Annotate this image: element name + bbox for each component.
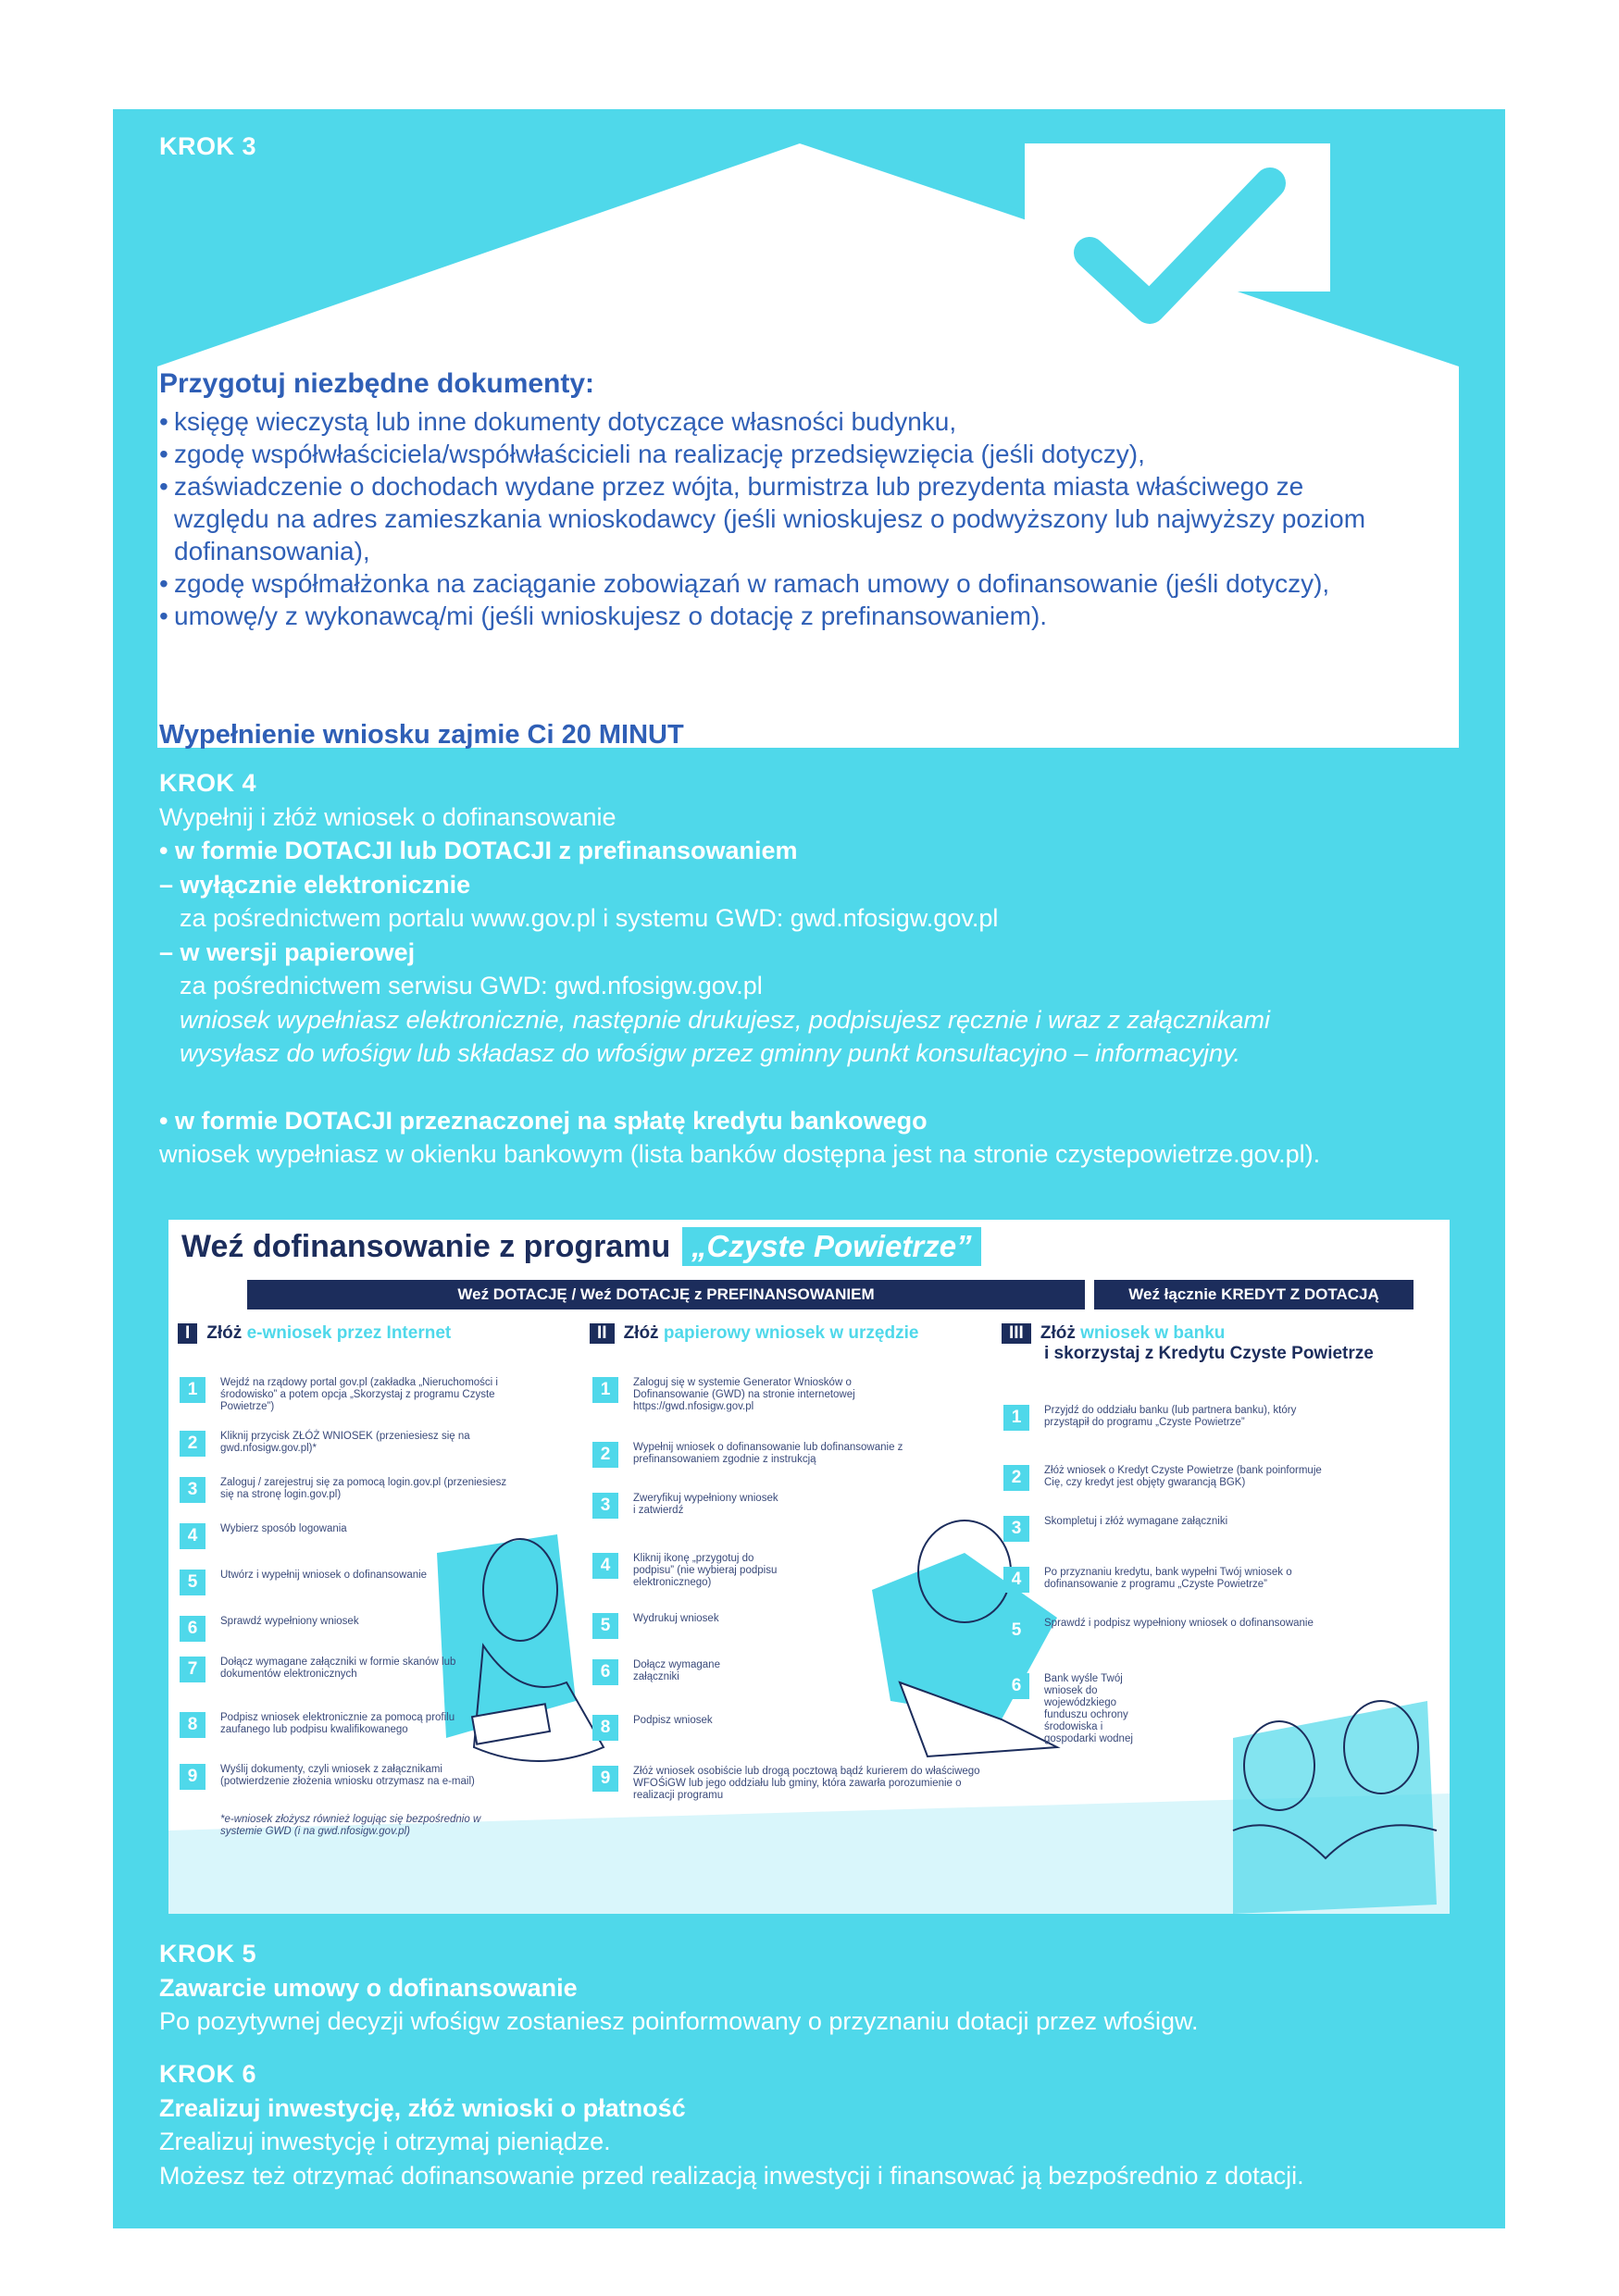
krok4-paper-title: – w wersji papierowej [159,937,416,966]
krok4-label: KROK 4 [159,769,257,797]
krok4-paper-italic-2: wysyłasz do wfośigw lub składasz do wfośigw przez gminny punkt konsultacyjno – informacyjny. [180,1039,1240,1067]
infographic: Weź dofinansowanie z programu „Czyste Powietrze” Weź DOTACJĘ / Weź DOTACJĘ z PREFINANSOWANIEM Weź łącznie KREDYT Z DOTACJĄ I Złóż e-wniosek przez Internet II Złóż papierowy wniosek w urzędzie III Złóż wniosek w banku i skorzystaj z Kredytu Czyste Powietrze 1 Wejdź na rządowy portal gov.pl (zakładka „Nieruchomości i środowisko” a potem opcja „Skorzystaj z programu Czyste Powietrze”) 2 Kliknij przycisk ZŁÓŻ WNIOSEK (przeniesiesz się na gwd.nfosigw.gov.pl)* 3 Zaloguj / zarejestruj się za pomocą login.gov.pl (przeniesiesz się na stronę login.gov.pl) 4 Wybierz sposób logowania 5 Utwórz i wypełnij wniosek o dofinansowanie 6 Sprawdź wypełniony wniosek 7 Dołącz wymagane załączniki w formie skanów lub dokumentów elektronicznych 8 Podpisz wniosek elektronicznie za pomocą profilu zaufanego lub podpisu kwalifikowanego 9 Wyślij dokumenty, czyli wniosek z załącznikami (potwierdzenie złożenia wniosku otrzymasz na e-mail) *e-wniosek złożysz również logując się bezpośrednio w systemie GWD (i na gwd.nfosigw.gov.pl) 1 Zaloguj się w systemie Generator Wniosków o Dofinansowanie (GWD) na stronie internetowej https://gwd.nfosigw.gov.pl 2 Wypełnij wniosek o dofinansowanie lub dofinansowanie z prefinansowaniem zgodnie z instrukcją 3 Zweryfikuj wypełniony wniosek i zatwierdź 4 Kliknij ikonę „przygotuj do podpisu” (nie wybieraj podpisu elektronicznego) 5 Wydrukuj wniosek 6 Dołącz wymagane załączniki 8 Podpisz wniosek 9 Złóż wniosek osobiście lub drogą pocztową bądź kurierem do właściwego WFOŚiGW lub jego oddziału lub gminy, która zawarła porozumienie o realizacji programu 1 Przyjdź do oddziału banku (lub partnera banku), który przystąpił do programu „Czyste Powietrze” 2 Złóż wniosek o Kredyt Czyste Powietrze (bank poinformuje Cię, czy kredyt jest objęty gwarancją BGK) 3 Skompletuj i złóż wymagane załączniki 4 Po przyznaniu kredytu, bank wypełni Twój wniosek o dofinansowanie z programu „Czyste Powietrze” 5 Sprawdź i podpisz wypełniony wniosek o dofinansowanie 6 Bank wyśle Twój wniosek do wojewódzkiego funduszu ochrony środowiska i gospodarki wodnej [168,1220,1450,1914]
col1-footnote: *e-wniosek złożysz również logując się bezpośrednio w systemie GWD (i na gwd.nfosigw.gov.pl) [220,1814,481,1837]
krok4-form2-text: wniosek wypełniasz w okienku bankowym (lista banków dostępna jest na stronie czystepowietrze.gov.pl). [159,1140,1321,1168]
krok5-title: Zawarcie umowy o dofinansowanie [159,1973,578,2002]
main-panel [113,109,1505,2228]
krok4-paper-text: za pośrednictwem serwisu GWD: gwd.nfosigw.gov.pl [180,972,763,999]
krok6-label: KROK 6 [159,2060,257,2088]
infographic-title: Weź dofinansowanie z programu [181,1229,671,1264]
krok6-text2: Możesz też otrzymać dofinansowanie przed realizacją inwestycji i finansować ją bezpośrednio z dotacji. [159,2161,1304,2190]
krok6-text1: Zrealizuj inwestycję i otrzymaj pieniądze. [159,2128,611,2155]
col2-head: II Złóż papierowy wniosek w urzędzie [590,1323,918,1344]
krok3-label: KROK 3 [159,132,257,160]
krok5-section [159,1937,1483,2039]
bar-dotacja: Weź DOTACJĘ / Weź DOTACJĘ z PREFINANSOWANIEM [247,1280,1085,1309]
doc-item-cont: dofinansowania), [174,537,370,565]
doc-item: • umowę/y z wykonawcą/mi (jeśli wnioskujesz o dotację z prefinansowaniem). [159,602,1048,630]
docs-title: Przygotuj niezbędne dokumenty: [159,368,595,399]
krok4-form2: • w formie DOTACJI przeznaczonej na spłatę kredytu bankowego [159,1106,928,1135]
infographic-title-highlight: „Czyste Powietrze” [682,1227,981,1266]
krok4-section [159,766,1483,1172]
bar-kredyt: Weź łącznie KREDYT Z DOTACJĄ [1094,1280,1414,1309]
doc-item: • zgodę współwłaściciela/współwłaścicieli na realizację przedsięwzięcia (jeśli dotyczy), [159,440,1145,468]
doc-item-cont: względu na adres zamieszkania wnioskodawcy (jeśli wnioskujesz o podwyższony lub najwyższy poziom [174,504,1366,533]
checkmark-icon [1062,160,1302,327]
documents-box [159,368,1459,748]
krok4-intro: Wypełnij i złóż wniosek o dofinansowanie [159,802,616,831]
doc-item: • księgę wieczystą lub inne dokumenty dotyczące własności budynku, [159,407,957,436]
krok5-text: Po pozytywnej decyzji wfośigw zostaniesz poinformowany o przyznaniu dotacji przez wfośigw. [159,2007,1199,2035]
doc-item: • zgodę współmałżonka na zaciąganie zobowiązań w ramach umowy o dofinansowanie (jeśli dotyczy), [159,569,1330,598]
krok4-form1: • w formie DOTACJI lub DOTACJI z prefinansowaniem [159,837,798,864]
krok5-label: KROK 5 [159,1940,257,1967]
col3-head: III Złóż wniosek w banku i skorzystaj z Kredytu Czyste Powietrze [1002,1323,1374,1364]
time-note: Wypełnienie wniosku zajmie Ci 20 MINUT [159,720,684,750]
doc-item: • zaświadczenie o dochodach wydane przez wójta, burmistrza lub prezydenta miasta właściwego ze [159,472,1304,501]
krok4-electronic-text: za pośrednictwem portalu www.gov.pl i systemu GWD: gwd.nfosigw.gov.pl [180,904,999,932]
krok6-section [159,2057,1483,2192]
krok4-electronic-title: – wyłącznie elektronicznie [159,870,471,899]
krok6-title: Zrealizuj inwestycję, złóż wnioski o płatność [159,2093,686,2122]
krok4-paper-italic-1: wniosek wypełniasz elektronicznie, następnie drukujesz, podpisujesz ręcznie i wraz z załącznikami [180,1005,1271,1034]
col1-head: I Złóż e-wniosek przez Internet [178,1323,451,1344]
